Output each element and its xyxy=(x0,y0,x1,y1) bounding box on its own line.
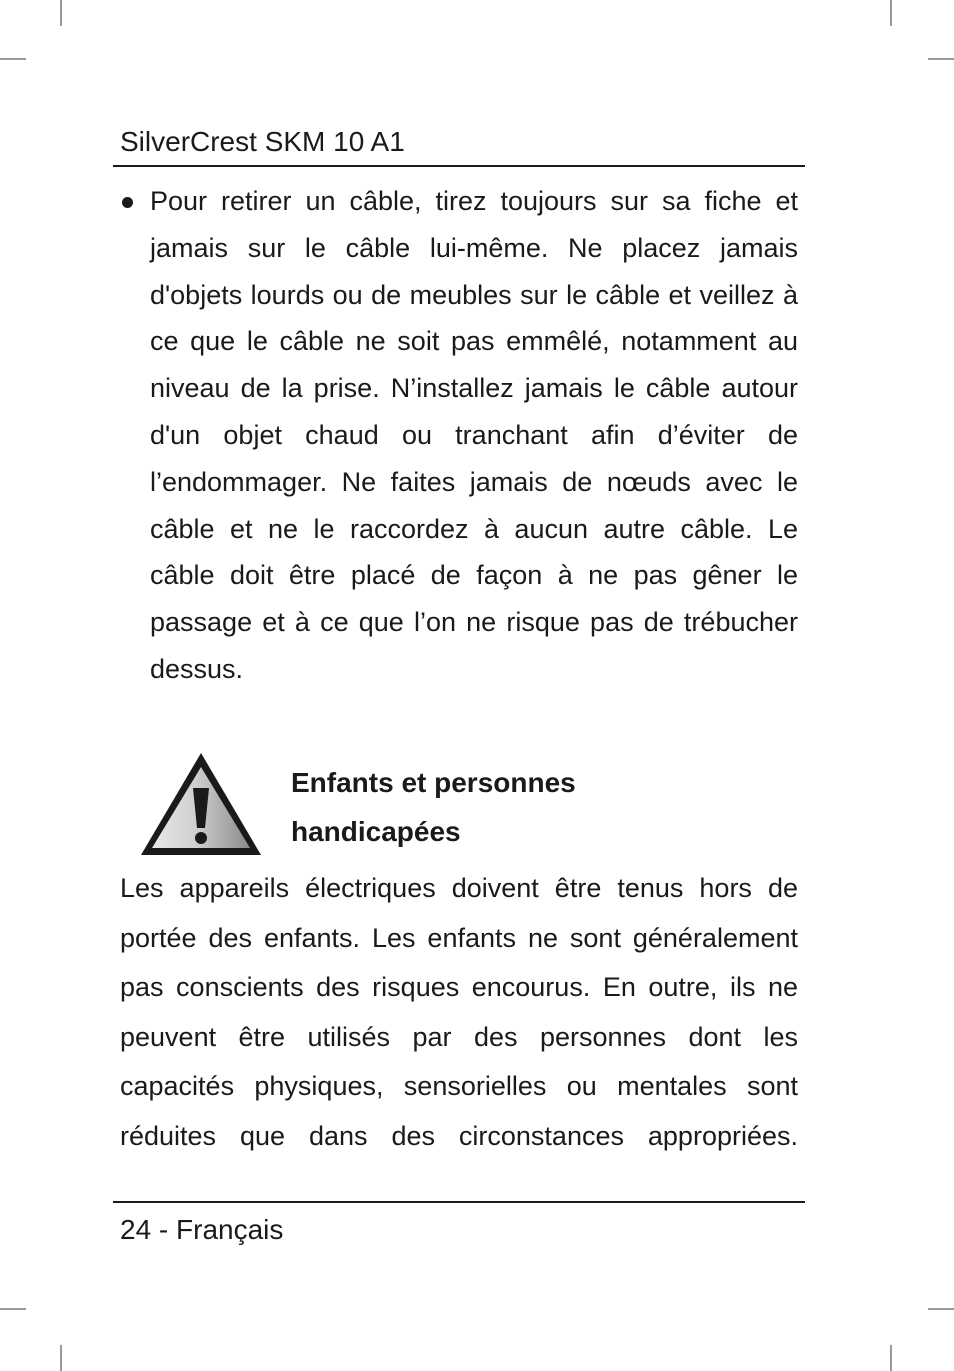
warning-triangle-icon xyxy=(138,750,264,858)
crop-mark-bottom-left-h xyxy=(0,1308,26,1310)
section-title-line-2: handicapées xyxy=(291,816,461,847)
section-body: Les appareils électriques doivent être tenus hors de portée des enfants. Les enfants ne sont généralement pas conscients des risques encourus. En outre, ils ne peuvent être utilisés par des personnes dont les capacités physiques, sensorielles ou mentales sont réduites que dans des circonstances appropriées. xyxy=(120,873,798,1151)
crop-mark-bottom-right-h xyxy=(928,1308,954,1310)
crop-mark-top-right xyxy=(890,0,892,26)
section-title xyxy=(291,758,576,856)
crop-mark-top-left xyxy=(60,0,62,26)
bullet-dot-icon xyxy=(122,197,133,208)
footer-rule xyxy=(113,1201,805,1203)
bullet-text: Pour retirer un câble, tirez toujours sur sa fiche et jamais sur le câble lui-même. Ne placez jamais d'objets lourds ou de meubles sur le câble et veillez à ce que le câble ne soit pas emmêlé, notamment au niveau de la prise. N’installez jamais le câble autour d'un objet chaud ou tranchant afin d’éviter de l’endommager. Ne faites jamais de nœuds avec le câble et ne le raccordez à aucun autre câble. Le câble doit être placé de façon à ne pas gêner le passage et à ce que l’on ne risque pas de trébucher dessus. xyxy=(150,186,798,684)
crop-mark-bottom-left xyxy=(60,1345,62,1371)
header-rule xyxy=(113,165,805,167)
section-title-line-1: Enfants et personnes xyxy=(291,767,576,798)
crop-mark-top-right-h xyxy=(928,58,954,60)
crop-mark-top-left-h xyxy=(0,58,26,60)
bullet-item xyxy=(120,178,798,693)
page-header: SilverCrest SKM 10 A1 xyxy=(120,126,405,157)
crop-mark-bottom-right xyxy=(890,1345,892,1371)
page-footer: 24 - Français xyxy=(120,1214,284,1245)
